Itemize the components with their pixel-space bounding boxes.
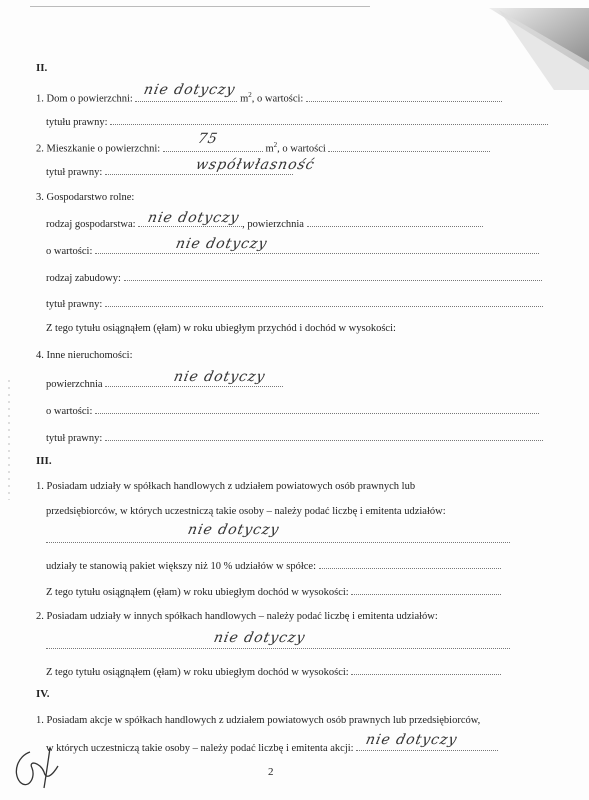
z-tego-iii2-field bbox=[351, 664, 501, 675]
handwritten-iii-1: nie dotyczy bbox=[186, 522, 281, 538]
handwritten-mieszkanie-title: współwłasność bbox=[194, 157, 317, 173]
value-label: , o wartości: bbox=[251, 93, 304, 105]
tytul-prawny-3-field bbox=[105, 296, 543, 307]
handwritten-powierzchnia-4: nie dotyczy bbox=[172, 369, 267, 385]
z-tego-label: Z tego tytułu osiągnąłem (ęłam) w roku ubiegłym dochód w wysokości: bbox=[46, 587, 349, 598]
iii-1a-line: 1. Posiadam udziały w spółkach handlowych z udziałem powiatowych osób prawnych lub bbox=[36, 481, 416, 492]
iv-1b-label: w których uczestniczą takie osoby – należy podać liczbę i emitenta akcji: bbox=[46, 743, 354, 754]
scan-specks bbox=[8, 380, 10, 500]
title-label: tytuł prawny: bbox=[46, 433, 103, 444]
rodzaj-zabudowy-label: rodzaj zabudowy: bbox=[46, 273, 121, 284]
tytul-prawny-4-line bbox=[46, 430, 543, 446]
page-number: 2 bbox=[268, 766, 274, 778]
dom-title-field bbox=[110, 114, 548, 125]
powierzchnia-label: powierzchnia bbox=[46, 379, 103, 390]
dom-line bbox=[36, 88, 502, 107]
o-wartosci-field bbox=[95, 243, 539, 254]
rodzaj-line bbox=[46, 216, 483, 232]
scan-edge-line bbox=[30, 6, 370, 7]
handwritten-iii-2: nie dotyczy bbox=[212, 630, 307, 646]
z-tego-iii1-line bbox=[46, 584, 501, 600]
folded-corner-shadow bbox=[479, 0, 589, 90]
iii-2-line: 2. Posiadam udziały w innych spółkach handlowych – należy podać liczbę i emitenta udziałów: bbox=[36, 611, 438, 622]
rodzaj-label: rodzaj gospodarstwa: bbox=[46, 219, 136, 230]
rodzaj-zabudowy-field bbox=[124, 270, 542, 281]
title-label: tytuł prawny: bbox=[46, 167, 103, 178]
udzialy-pakiet-line bbox=[46, 558, 501, 574]
handwritten-dom: nie dotyczy bbox=[142, 82, 237, 98]
section-heading-iii: III. bbox=[36, 455, 52, 467]
title-label: tytuł prawny: bbox=[46, 299, 103, 310]
title-label: tytułu prawny: bbox=[46, 117, 108, 128]
z-tego-label: Z tego tytułu osiągnąłem (ęłam) w roku ubiegłym dochód w wysokości: bbox=[46, 667, 349, 678]
signature-initials bbox=[10, 742, 70, 792]
mieszkanie-label: 2. Mieszkanie o powierzchni: bbox=[36, 143, 161, 155]
z-tego-iii1-field bbox=[351, 584, 501, 595]
mieszkanie-line bbox=[36, 138, 490, 157]
tytul-prawny-3-line bbox=[46, 296, 543, 312]
unit-superscript: 2 bbox=[273, 141, 278, 149]
udzialy-pakiet-field bbox=[319, 558, 501, 569]
powierzchnia-field bbox=[307, 216, 483, 227]
gospodarstwo-line: 3. Gospodarstwo rolne: bbox=[36, 192, 135, 203]
unit-label: m bbox=[240, 93, 249, 105]
iv-1a-line: 1. Posiadam akcje w spółkach handlowych z udziałem powiatowych osób prawnych lub przedsiębiorców, bbox=[36, 715, 481, 726]
o-wartosci-4-line bbox=[46, 403, 539, 419]
mieszkanie-value-field bbox=[328, 141, 490, 152]
z-tego-iii2-line bbox=[46, 664, 501, 680]
powierzchnia-label: , powierzchnia bbox=[242, 219, 304, 230]
section-heading-ii: II. bbox=[36, 62, 48, 74]
rodzaj-zabudowy-line bbox=[46, 270, 542, 286]
z-tego-3-line: Z tego tytułu osiągnąłem (ęłam) w roku ubiegłym przychód i dochód w wysokości: bbox=[46, 323, 396, 334]
handwritten-rodzaj: nie dotyczy bbox=[146, 210, 241, 226]
handwritten-iv-1: nie dotyczy bbox=[364, 732, 459, 748]
dom-value-field bbox=[306, 91, 502, 102]
handwritten-mieszkanie-area: 75 bbox=[196, 131, 220, 147]
o-wartosci-4-field bbox=[95, 403, 539, 414]
tytul-prawny-4-field bbox=[105, 430, 543, 441]
value-label: , o wartości bbox=[277, 143, 326, 155]
udzialy-pakiet-label: udziały te stanowią pakiet większy niż 10 % udziałów w spółce: bbox=[46, 561, 317, 572]
dom-title-line bbox=[46, 114, 548, 130]
inne-line: 4. Inne nieruchomości: bbox=[36, 350, 133, 361]
o-wartosci-line bbox=[46, 243, 539, 259]
iii-1b-line: przedsiębiorców, w których uczestniczą takie osoby – należy podać liczbę i emitenta udziałów: bbox=[46, 506, 446, 517]
o-wartosci-label: o wartości: bbox=[46, 246, 93, 257]
dom-label: 1. Dom o powierzchni: bbox=[36, 93, 133, 105]
o-wartosci-label: o wartości: bbox=[46, 406, 93, 417]
handwritten-o-wartosci: nie dotyczy bbox=[174, 236, 269, 252]
section-heading-iv: IV. bbox=[36, 688, 50, 700]
unit-label: m bbox=[265, 143, 274, 155]
unit-superscript: 2 bbox=[248, 91, 252, 99]
